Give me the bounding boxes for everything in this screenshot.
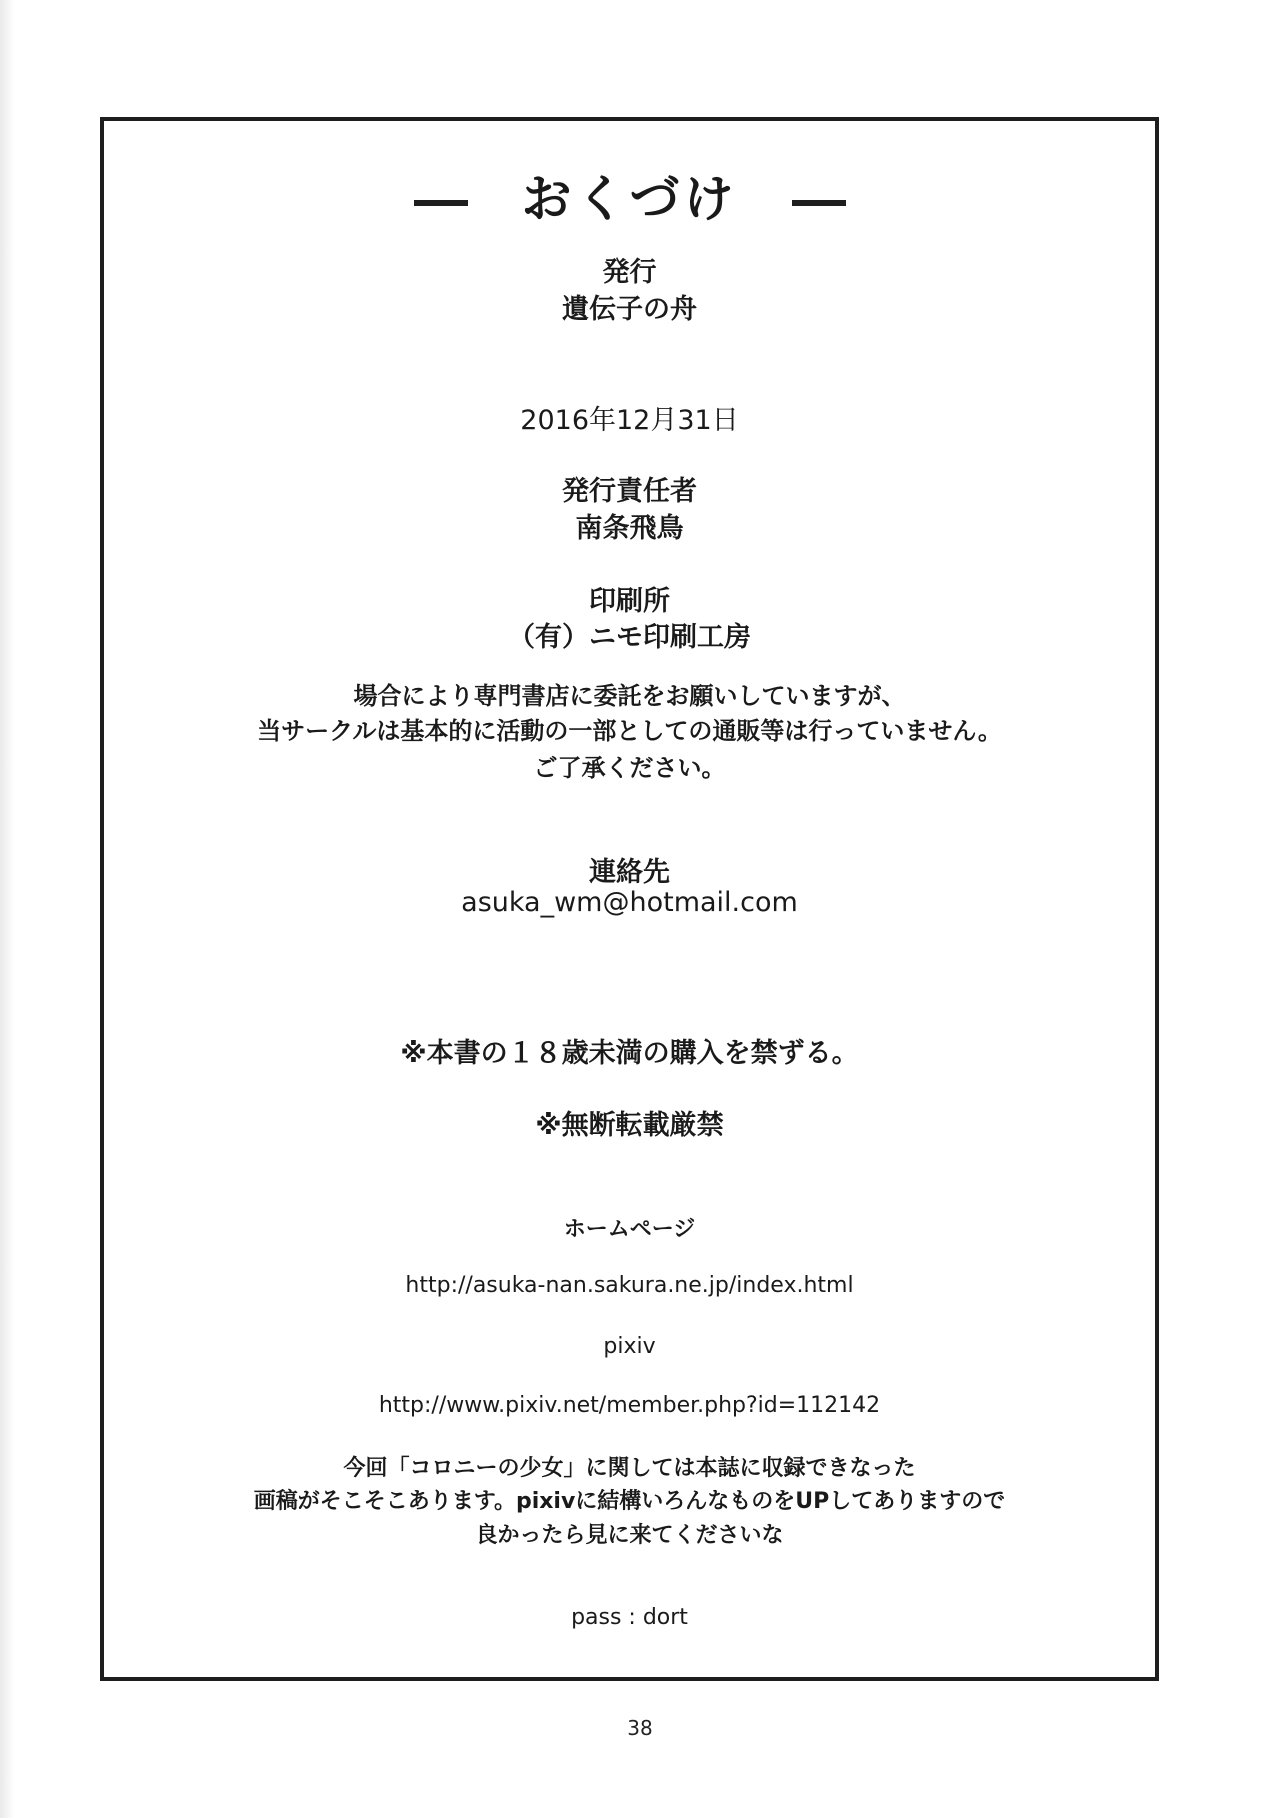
homepage-url[interactable]: http://asuka-nan.sakura.ne.jp/index.html xyxy=(405,1273,854,1298)
pixiv-label: pixiv xyxy=(603,1334,656,1359)
age-warning: ※本書の１８歳未満の購入を禁ずる。 xyxy=(400,1038,859,1069)
printer-name: （有）ニモ印刷工房 xyxy=(508,622,751,653)
page-number: 38 xyxy=(627,1716,653,1740)
message-line-3: 良かったら見に来てくださいな xyxy=(475,1523,784,1548)
contact-email[interactable]: asuka_wm@hotmail.com xyxy=(461,887,798,918)
notice-line-2: 当サークルは基本的に活動の一部としての通販等は行っていません。 xyxy=(257,717,1002,745)
page-title xyxy=(104,159,1155,231)
message-line-2: 画稿がそこそこあります。pixivに結構いろんなものをUPしてありますので xyxy=(253,1489,1006,1514)
pass-text: pass : dort xyxy=(571,1605,688,1630)
page-edge-shadow xyxy=(0,0,14,1818)
publisher-name: 遺伝子の舟 xyxy=(562,294,697,325)
homepage-label: ホームページ xyxy=(563,1217,696,1242)
responsible-label: 発行責任者 xyxy=(562,476,697,507)
responsible-name: 南条飛鳥 xyxy=(575,513,684,544)
title-dash-right xyxy=(792,200,846,206)
notice-line-3: ご了承ください。 xyxy=(533,754,726,782)
message-line-1: 今回「コロニーの少女」に関しては本誌に収録できなった xyxy=(343,1456,916,1481)
contact-label: 連絡先 xyxy=(589,857,670,888)
reprint-warning: ※無断転載厳禁 xyxy=(535,1110,724,1141)
publish-date: 2016年12月31日 xyxy=(520,405,739,436)
publisher-label: 発行 xyxy=(602,257,657,288)
printer-label: 印刷所 xyxy=(589,586,670,617)
title-text: おくづけ xyxy=(521,170,738,228)
notice-line-1: 場合により専門書店に委託をお願いしていますが、 xyxy=(353,682,906,710)
colophon-frame xyxy=(100,117,1159,1681)
pixiv-url[interactable]: http://www.pixiv.net/member.php?id=112142 xyxy=(378,1393,881,1418)
title-dash-left xyxy=(414,200,468,206)
